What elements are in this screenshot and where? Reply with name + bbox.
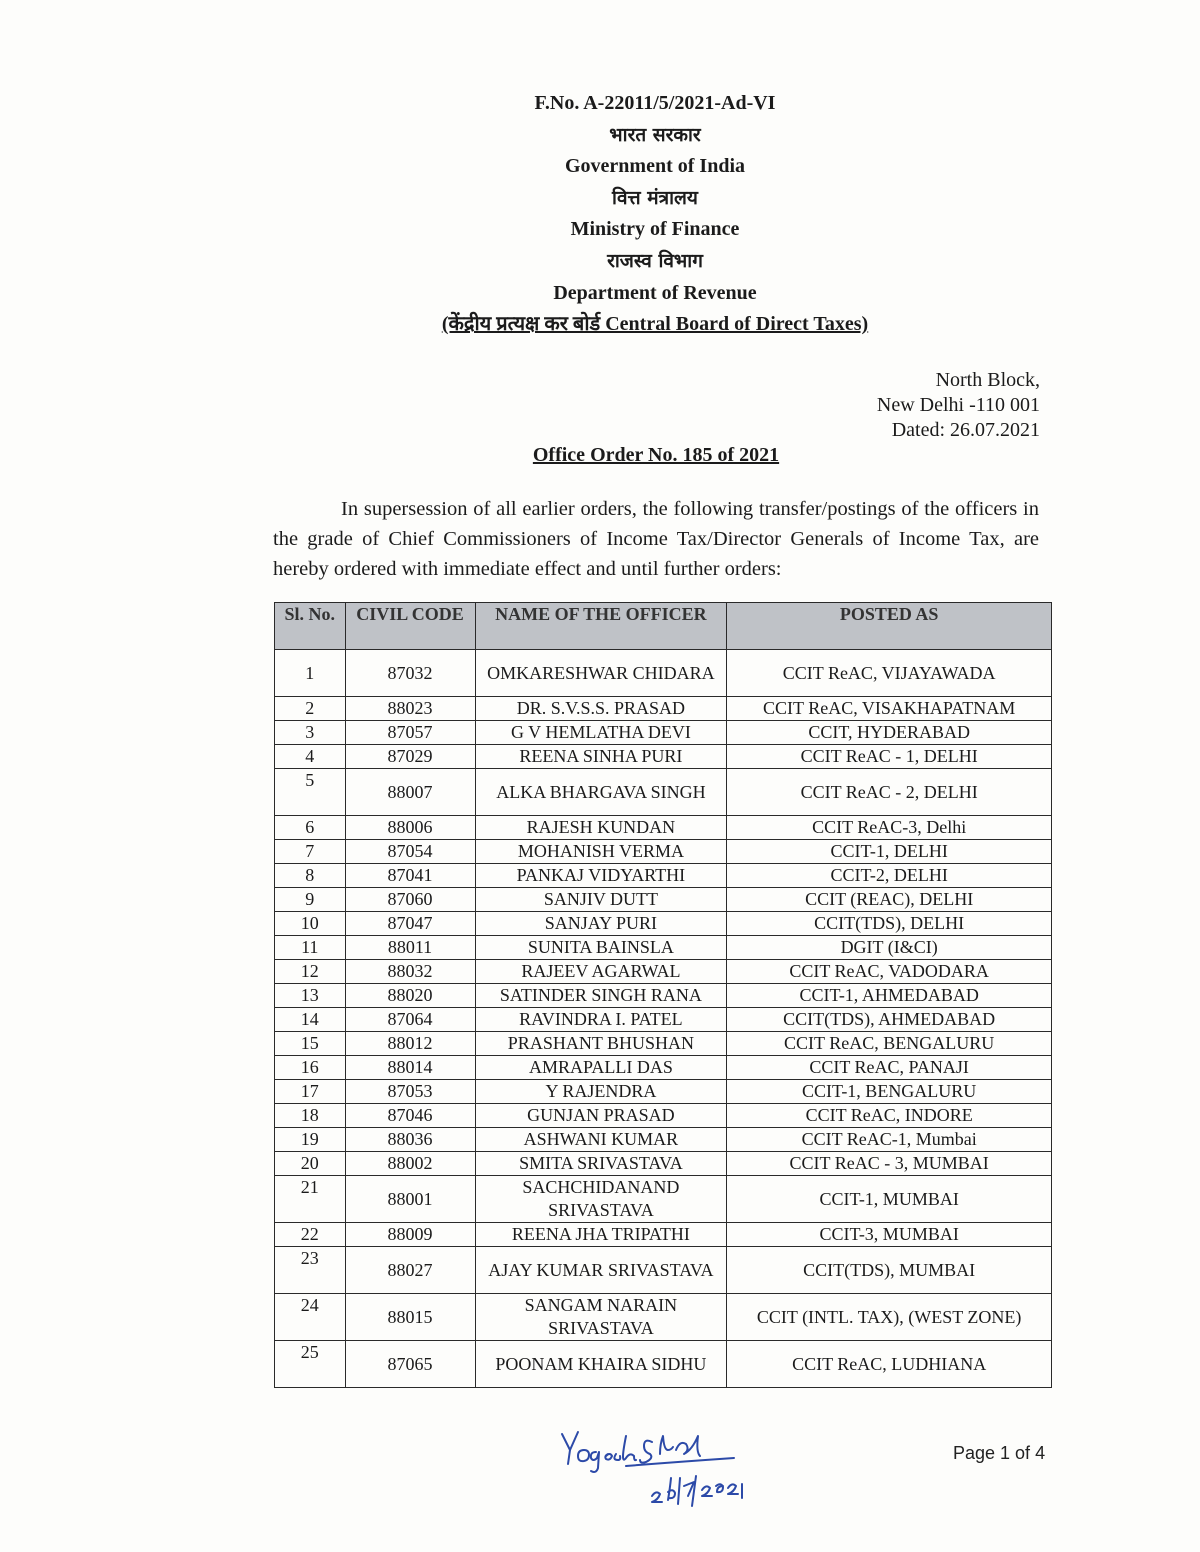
address-line-2: New Delhi -110 001 bbox=[876, 394, 1040, 416]
page-number: Page 1 of 4 bbox=[953, 1443, 1046, 1463]
table-row bbox=[275, 888, 1052, 912]
table-row bbox=[275, 769, 1052, 816]
row-sl-no: 5 bbox=[275, 769, 346, 816]
row-civil-code: 88007 bbox=[345, 769, 475, 816]
row-posted-as: CCIT ReAC, INDORE bbox=[727, 1104, 1052, 1128]
row-officer-name: SANGAM NARAIN SRIVASTAVA bbox=[475, 1294, 727, 1341]
govt-english: Government of India bbox=[565, 155, 745, 178]
table-row bbox=[275, 1080, 1052, 1104]
row-civil-code: 87041 bbox=[345, 864, 475, 888]
table-row bbox=[275, 912, 1052, 936]
row-posted-as: CCIT ReAC-3, Delhi bbox=[727, 816, 1052, 840]
row-posted-as: CCIT ReAC, VISAKHAPATNAM bbox=[727, 697, 1052, 721]
row-posted-as: CCIT(TDS), DELHI bbox=[727, 912, 1052, 936]
row-sl-no: 24 bbox=[275, 1294, 346, 1341]
table-row bbox=[275, 1176, 1052, 1223]
govt-hindi: भारत सरकार bbox=[609, 123, 701, 146]
ministry-hindi: वित्त मंत्रालय bbox=[612, 186, 698, 209]
row-posted-as: CCIT-1, MUMBAI bbox=[727, 1176, 1052, 1223]
row-posted-as: CCIT(TDS), AHMEDABAD bbox=[727, 1008, 1052, 1032]
row-sl-no: 20 bbox=[275, 1152, 346, 1176]
row-officer-name: SMITA SRIVASTAVA bbox=[475, 1152, 727, 1176]
row-posted-as: CCIT ReAC - 2, DELHI bbox=[727, 769, 1052, 816]
row-officer-name: SATINDER SINGH RANA bbox=[475, 984, 727, 1008]
date-line: Dated: 26.07.2021 bbox=[891, 419, 1040, 441]
row-sl-no: 15 bbox=[275, 1032, 346, 1056]
table-body bbox=[275, 650, 1052, 1388]
row-sl-no: 10 bbox=[275, 912, 346, 936]
row-civil-code: 87060 bbox=[345, 888, 475, 912]
address-block bbox=[877, 368, 1040, 443]
row-officer-name: SACHCHIDANAND SRIVASTAVA bbox=[475, 1176, 727, 1223]
row-sl-no: 8 bbox=[275, 864, 346, 888]
order-title: Office Order No. 185 of 2021 bbox=[532, 444, 780, 466]
table-row bbox=[275, 1128, 1052, 1152]
row-posted-as: CCIT (INTL. TAX), (WEST ZONE) bbox=[727, 1294, 1052, 1341]
row-civil-code: 87046 bbox=[345, 1104, 475, 1128]
row-sl-no: 2 bbox=[275, 697, 346, 721]
row-civil-code: 87053 bbox=[345, 1080, 475, 1104]
row-civil-code: 88011 bbox=[345, 936, 475, 960]
row-officer-name: ASHWANI KUMAR bbox=[475, 1128, 727, 1152]
table-row bbox=[275, 960, 1052, 984]
row-civil-code: 87029 bbox=[345, 745, 475, 769]
table-row bbox=[275, 1247, 1052, 1294]
table-row bbox=[275, 721, 1052, 745]
row-officer-name: MOHANISH VERMA bbox=[475, 840, 727, 864]
row-posted-as: CCIT-1, BENGALURU bbox=[727, 1080, 1052, 1104]
row-posted-as: CCIT ReAC-1, Mumbai bbox=[727, 1128, 1052, 1152]
row-officer-name: SANJIV DUTT bbox=[475, 888, 727, 912]
postings-table bbox=[274, 602, 1052, 1388]
table-row bbox=[275, 1032, 1052, 1056]
table-row bbox=[275, 864, 1052, 888]
row-posted-as: CCIT ReAC, PANAJI bbox=[727, 1056, 1052, 1080]
row-officer-name: PANKAJ VIDYARTHI bbox=[475, 864, 727, 888]
row-officer-name: POONAM KHAIRA SIDHU bbox=[475, 1341, 727, 1388]
table-row bbox=[275, 1223, 1052, 1247]
row-civil-code: 87047 bbox=[345, 912, 475, 936]
intro-paragraph: In supersession of all earlier orders, the following transfer/postings of the officers in the grade of Chief Commissioners of Income Tax/Director Generals of Income Tax, are hereby ordered with immediate effect and until further orders: bbox=[273, 498, 1039, 580]
header-civil-code: CIVIL CODE bbox=[345, 603, 475, 650]
row-civil-code: 87064 bbox=[345, 1008, 475, 1032]
header-officer-name: NAME OF THE OFFICER bbox=[475, 603, 727, 650]
row-civil-code: 88027 bbox=[345, 1247, 475, 1294]
row-civil-code: 88036 bbox=[345, 1128, 475, 1152]
department-english: Department of Revenue bbox=[553, 281, 757, 304]
row-civil-code: 88014 bbox=[345, 1056, 475, 1080]
row-sl-no: 23 bbox=[275, 1247, 346, 1294]
row-civil-code: 88023 bbox=[345, 697, 475, 721]
row-civil-code: 88006 bbox=[345, 816, 475, 840]
row-civil-code: 88002 bbox=[345, 1152, 475, 1176]
row-sl-no: 3 bbox=[275, 721, 346, 745]
signature bbox=[556, 1420, 756, 1515]
row-civil-code: 87032 bbox=[345, 650, 475, 697]
row-officer-name: G V HEMLATHA DEVI bbox=[475, 721, 727, 745]
table-header-row bbox=[275, 603, 1052, 650]
header-posted-as: POSTED AS bbox=[727, 603, 1052, 650]
row-officer-name: AMRAPALLI DAS bbox=[475, 1056, 727, 1080]
row-civil-code: 88009 bbox=[345, 1223, 475, 1247]
row-sl-no: 13 bbox=[275, 984, 346, 1008]
row-sl-no: 21 bbox=[275, 1176, 346, 1223]
row-sl-no: 25 bbox=[275, 1341, 346, 1388]
row-posted-as: CCIT ReAC, BENGALURU bbox=[727, 1032, 1052, 1056]
row-civil-code: 88012 bbox=[345, 1032, 475, 1056]
row-officer-name: PRASHANT BHUSHAN bbox=[475, 1032, 727, 1056]
letterhead bbox=[0, 88, 1200, 341]
table-row bbox=[275, 936, 1052, 960]
row-posted-as: CCIT ReAC, LUDHIANA bbox=[727, 1341, 1052, 1388]
row-officer-name: RAJESH KUNDAN bbox=[475, 816, 727, 840]
table-row bbox=[275, 1152, 1052, 1176]
table-row bbox=[275, 1008, 1052, 1032]
row-posted-as: CCIT (REAC), DELHI bbox=[727, 888, 1052, 912]
row-posted-as: CCIT(TDS), MUMBAI bbox=[727, 1247, 1052, 1294]
row-civil-code: 88001 bbox=[345, 1176, 475, 1223]
row-sl-no: 16 bbox=[275, 1056, 346, 1080]
row-sl-no: 14 bbox=[275, 1008, 346, 1032]
row-sl-no: 6 bbox=[275, 816, 346, 840]
row-officer-name: REENA JHA TRIPATHI bbox=[475, 1223, 727, 1247]
table-row bbox=[275, 1104, 1052, 1128]
row-civil-code: 87065 bbox=[345, 1341, 475, 1388]
row-posted-as: CCIT ReAC, VADODARA bbox=[727, 960, 1052, 984]
row-posted-as: CCIT ReAC - 1, DELHI bbox=[727, 745, 1052, 769]
row-posted-as: CCIT ReAC, VIJAYAWADA bbox=[727, 650, 1052, 697]
row-posted-as: CCIT-2, DELHI bbox=[727, 864, 1052, 888]
row-sl-no: 12 bbox=[275, 960, 346, 984]
row-civil-code: 88020 bbox=[345, 984, 475, 1008]
table-row bbox=[275, 1341, 1052, 1388]
row-sl-no: 11 bbox=[275, 936, 346, 960]
table-row bbox=[275, 745, 1052, 769]
file-number: F.No. A-22011/5/2021-Ad-VI bbox=[534, 92, 776, 114]
row-sl-no: 1 bbox=[275, 650, 346, 697]
row-civil-code: 87054 bbox=[345, 840, 475, 864]
row-sl-no: 19 bbox=[275, 1128, 346, 1152]
row-posted-as: CCIT-1, DELHI bbox=[727, 840, 1052, 864]
row-sl-no: 18 bbox=[275, 1104, 346, 1128]
table-row bbox=[275, 1294, 1052, 1341]
row-posted-as: CCIT ReAC - 3, MUMBAI bbox=[727, 1152, 1052, 1176]
department-hindi: राजस्व विभाग bbox=[607, 249, 703, 272]
row-sl-no: 17 bbox=[275, 1080, 346, 1104]
row-sl-no: 4 bbox=[275, 745, 346, 769]
header-sl-no: Sl. No. bbox=[275, 603, 346, 650]
row-posted-as: CCIT-1, AHMEDABAD bbox=[727, 984, 1052, 1008]
row-officer-name: SANJAY PURI bbox=[475, 912, 727, 936]
row-officer-name: Y RAJENDRA bbox=[475, 1080, 727, 1104]
row-officer-name: RAJEEV AGARWAL bbox=[475, 960, 727, 984]
table-row bbox=[275, 650, 1052, 697]
row-sl-no: 7 bbox=[275, 840, 346, 864]
row-officer-name: DR. S.V.S.S. PRASAD bbox=[475, 697, 727, 721]
row-posted-as: CCIT, HYDERABAD bbox=[727, 721, 1052, 745]
row-sl-no: 9 bbox=[275, 888, 346, 912]
handwritten-signature-icon bbox=[556, 1420, 756, 1510]
ministry-english: Ministry of Finance bbox=[570, 218, 740, 241]
table-row bbox=[275, 697, 1052, 721]
row-civil-code: 87057 bbox=[345, 721, 475, 745]
table-row bbox=[275, 984, 1052, 1008]
row-civil-code: 88032 bbox=[345, 960, 475, 984]
table-row bbox=[275, 1056, 1052, 1080]
row-officer-name: GUNJAN PRASAD bbox=[475, 1104, 727, 1128]
row-civil-code: 88015 bbox=[345, 1294, 475, 1341]
table-row bbox=[275, 840, 1052, 864]
row-officer-name: AJAY KUMAR SRIVASTAVA bbox=[475, 1247, 727, 1294]
row-officer-name: SUNITA BAINSLA bbox=[475, 936, 727, 960]
row-posted-as: DGIT (I&CI) bbox=[727, 936, 1052, 960]
row-sl-no: 22 bbox=[275, 1223, 346, 1247]
address-line-1: North Block, bbox=[935, 369, 1040, 391]
row-officer-name: OMKARESHWAR CHIDARA bbox=[475, 650, 727, 697]
row-officer-name: ALKA BHARGAVA SINGH bbox=[475, 769, 727, 816]
row-officer-name: REENA SINHA PURI bbox=[475, 745, 727, 769]
table-row bbox=[275, 816, 1052, 840]
row-officer-name: RAVINDRA I. PATEL bbox=[475, 1008, 727, 1032]
board-name: (केंद्रीय प्रत्यक्ष कर बोर्ड Central Board of Direct Taxes) bbox=[441, 313, 869, 336]
row-posted-as: CCIT-3, MUMBAI bbox=[727, 1223, 1052, 1247]
